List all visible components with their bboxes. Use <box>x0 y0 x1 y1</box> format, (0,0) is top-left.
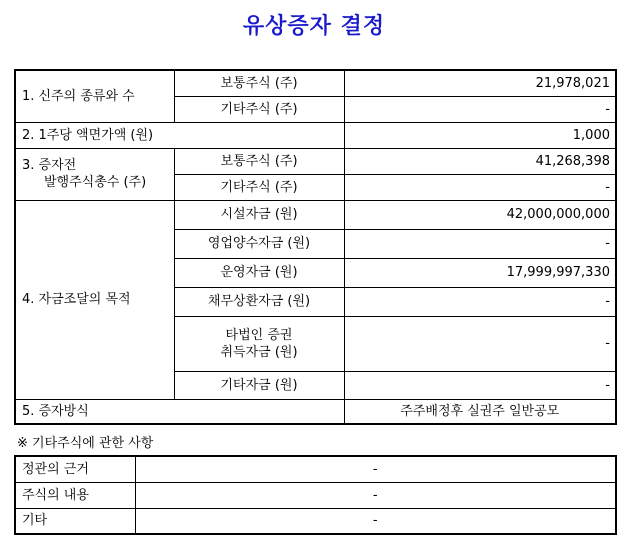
total-before-label <box>15 148 174 200</box>
total-before-label-line2: 발행주식총수 (주) <box>44 175 147 190</box>
sub-row-value: - <box>135 456 616 482</box>
before-common-label: 보통주식 (주) <box>174 148 344 174</box>
new-shares-label: 1. 신주의 종류와 수 <box>15 70 174 122</box>
table-row <box>15 200 616 229</box>
table-row <box>15 148 616 174</box>
sub-row-label: 기타 <box>15 508 135 534</box>
purpose-item-value: - <box>344 371 616 399</box>
other-shares-table <box>14 455 617 535</box>
before-other-value: - <box>344 174 616 200</box>
table-row <box>15 122 616 148</box>
table-row <box>15 399 616 424</box>
method-value: 주주배정후 실권주 일반공모 <box>344 399 616 424</box>
purpose-item-value: - <box>344 316 616 371</box>
sub-row-label: 정관의 근거 <box>15 456 135 482</box>
new-common-value: 21,978,021 <box>344 70 616 96</box>
par-value-value: 1,000 <box>344 122 616 148</box>
capital-increase-table <box>14 69 617 425</box>
purpose-item-value: - <box>344 229 616 258</box>
before-common-value: 41,268,398 <box>344 148 616 174</box>
purpose-item-label: 영업양수자금 (원) <box>174 229 344 258</box>
new-other-label: 기타주식 (주) <box>174 96 344 122</box>
table-row <box>15 456 616 482</box>
purpose-item-value: 42,000,000,000 <box>344 200 616 229</box>
purpose-item-label: 운영자금 (원) <box>174 258 344 287</box>
before-other-label: 기타주식 (주) <box>174 174 344 200</box>
purpose-item-label: 기타자금 (원) <box>174 371 344 399</box>
purpose-item-label: 채무상환자금 (원) <box>174 287 344 316</box>
purpose-item-value: - <box>344 287 616 316</box>
par-value-label: 2. 1주당 액면가액 (원) <box>15 122 344 148</box>
total-before-label-line1: 3. 증자전 <box>22 158 77 173</box>
sub-row-value: - <box>135 482 616 508</box>
page-title: 유상증자 결정 <box>242 13 386 39</box>
purpose-item-label-line1: 타법인 증권 <box>225 327 293 343</box>
purpose-item-label: 시설자금 (원) <box>174 200 344 229</box>
new-common-label: 보통주식 (주) <box>174 70 344 96</box>
table-row <box>15 70 616 96</box>
sub-row-label: 주식의 내용 <box>15 482 135 508</box>
purpose-item-value: 17,999,997,330 <box>344 258 616 287</box>
purpose-item-label-line2: 취득자금 (원) <box>220 344 298 360</box>
new-other-value: - <box>344 96 616 122</box>
purpose-item-label <box>174 316 344 371</box>
sub-row-value: - <box>135 508 616 534</box>
method-label: 5. 증자방식 <box>15 399 344 424</box>
table-row <box>15 482 616 508</box>
purpose-label: 4. 자금조달의 목적 <box>15 200 174 399</box>
other-shares-note: ※ 기타주식에 관한 사항 <box>17 436 154 451</box>
table-row <box>15 508 616 534</box>
